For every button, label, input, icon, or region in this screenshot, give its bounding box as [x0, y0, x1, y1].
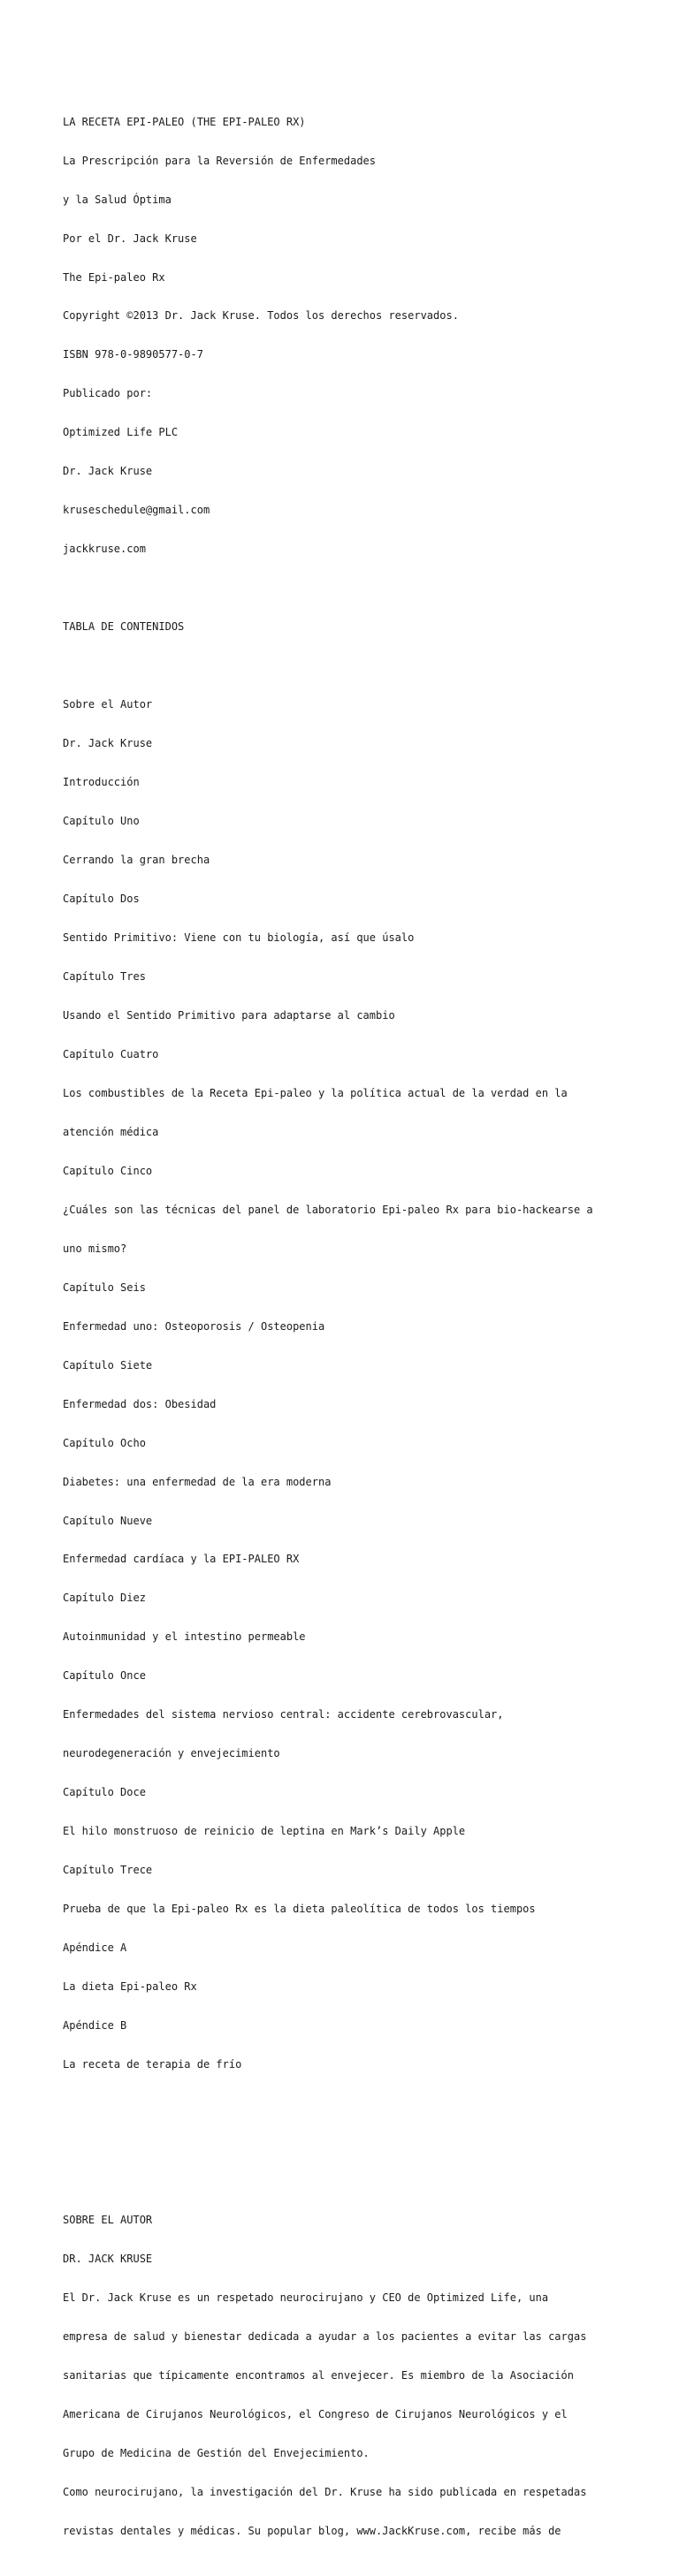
front-matter	[63, 89, 629, 581]
book-subtitle-line-2: y la Salud Óptima	[63, 193, 172, 206]
about-paragraph-line: El Dr. Jack Kruse es un respetado neurocirujano y CEO de Optimized Life, una	[63, 2291, 549, 2304]
toc-entry: Diabetes: una enfermedad de la era moderna	[63, 1475, 332, 1488]
toc-entry: uno mismo?	[63, 1242, 127, 1255]
about-paragraph-line: empresa de salud y bienestar dedicada a ayudar a los pacientes a evitar las cargas	[63, 2329, 587, 2343]
about-heading: SOBRE EL AUTOR	[63, 2213, 153, 2226]
toc-entry: Capítulo Doce	[63, 1786, 146, 1799]
book-title: LA RECETA EPI-PALEO (THE EPI-PALEO RX)	[63, 115, 306, 128]
section-spacer	[63, 2136, 629, 2149]
toc-entry: Cerrando la gran brecha	[63, 854, 210, 867]
toc-heading: TABLA DE CONTENIDOS	[63, 620, 185, 634]
toc-entry: Prueba de que la Epi-paleo Rx es la dieta paleolítica de todos los tiempos	[63, 1903, 536, 1916]
isbn: ISBN 978-0-9890577-0-7	[63, 348, 203, 361]
about-author-section	[63, 2188, 629, 2564]
toc-entry: Autoinmunidad y el intestino permeable	[63, 1630, 306, 1644]
toc-entry: Capítulo Cuatro	[63, 1047, 159, 1060]
toc-entry: Capítulo Diez	[63, 1592, 146, 1605]
toc-entry: Capítulo Dos	[63, 893, 140, 905]
about-paragraph-line: Como neurocirujano, la investigación del Dr. Kruse ha sido publicada en respetadas	[63, 2485, 587, 2498]
toc-entry: neurodegeneración y envejecimiento	[63, 1747, 280, 1760]
toc-entry: Capítulo Cinco	[63, 1164, 153, 1177]
toc-entry: Capítulo Uno	[63, 815, 140, 828]
author-byline: Por el Dr. Jack Kruse	[63, 232, 197, 245]
toc-entry: ¿Cuáles son las técnicas del panel de laboratorio Epi-paleo Rx para bio-hackearse a	[63, 1203, 593, 1216]
copyright-notice: Copyright ©2013 Dr. Jack Kruse. Todos los derechos reservados.	[63, 309, 459, 323]
toc-entry: Capítulo Siete	[63, 1358, 153, 1372]
toc-entry: El hilo monstruoso de reinicio de leptina en Mark’s Daily Apple	[63, 1825, 466, 1838]
toc-entry: Sentido Primitivo: Viene con tu biología, así que úsalo	[63, 931, 415, 944]
english-title: The Epi-paleo Rx	[63, 270, 165, 284]
toc-entry: Usando el Sentido Primitivo para adaptarse al cambio	[63, 1008, 395, 1022]
about-paragraph-line: Grupo de Medicina de Gestión del Envejecimiento.	[63, 2446, 370, 2459]
toc-entry: Capítulo Tres	[63, 969, 146, 983]
toc-entry: Los combustibles de la Receta Epi-paleo y la política actual de la verdad en la	[63, 1086, 568, 1099]
document-page	[63, 64, 629, 2576]
toc-entry: Capítulo Seis	[63, 1280, 146, 1294]
toc-entry: Capítulo Trece	[63, 1864, 153, 1877]
table-of-contents	[63, 672, 629, 2097]
toc-entry: Apéndice B	[63, 2019, 127, 2033]
toc-entry: Sobre el Autor	[63, 698, 153, 711]
toc-entry: La dieta Epi-paleo Rx	[63, 1980, 197, 1994]
toc-entry: La receta de terapia de frío	[63, 2058, 242, 2071]
toc-entry: Enfermedad dos: Obesidad	[63, 1397, 217, 1410]
toc-entry: Apéndice A	[63, 1941, 127, 1955]
about-paragraph-line: revistas dentales y médicas. Su popular blog, www.JackKruse.com, recibe más de	[63, 2524, 561, 2537]
about-paragraph-line: Americana de Cirujanos Neurológicos, el Congreso de Cirujanos Neurológicos y el	[63, 2407, 568, 2420]
toc-entry: atención médica	[63, 1125, 159, 1138]
published-by-label: Publicado por:	[63, 387, 153, 400]
toc-entry: Capítulo Nueve	[63, 1514, 153, 1527]
about-paragraph-line: sanitarias que típicamente encontramos al envejecer. Es miembro de la Asociación	[63, 2368, 574, 2382]
toc-entry: Capítulo Once	[63, 1669, 146, 1683]
publisher-name: Optimized Life PLC	[63, 426, 179, 439]
publisher-contact-name: Dr. Jack Kruse	[63, 465, 153, 478]
about-subheading: DR. JACK KRUSE	[63, 2252, 153, 2265]
publisher-website: jackkruse.com	[63, 543, 146, 556]
toc-entry: Enfermedad cardíaca y la EPI-PALEO RX	[63, 1553, 300, 1566]
toc-entry: Dr. Jack Kruse	[63, 737, 153, 750]
toc-entry: Enfermedades del sistema nervioso central: accidente cerebrovascular,	[63, 1708, 504, 1721]
book-subtitle-line-1: La Prescripción para la Reversión de Enfermedades	[63, 154, 377, 167]
publisher-email: kruseschedule@gmail.com	[63, 504, 210, 517]
toc-entry: Enfermedad uno: Osteoporosis / Osteopenia	[63, 1319, 325, 1333]
toc-entry: Introducción	[63, 776, 140, 789]
toc-entry: Capítulo Ocho	[63, 1436, 146, 1449]
